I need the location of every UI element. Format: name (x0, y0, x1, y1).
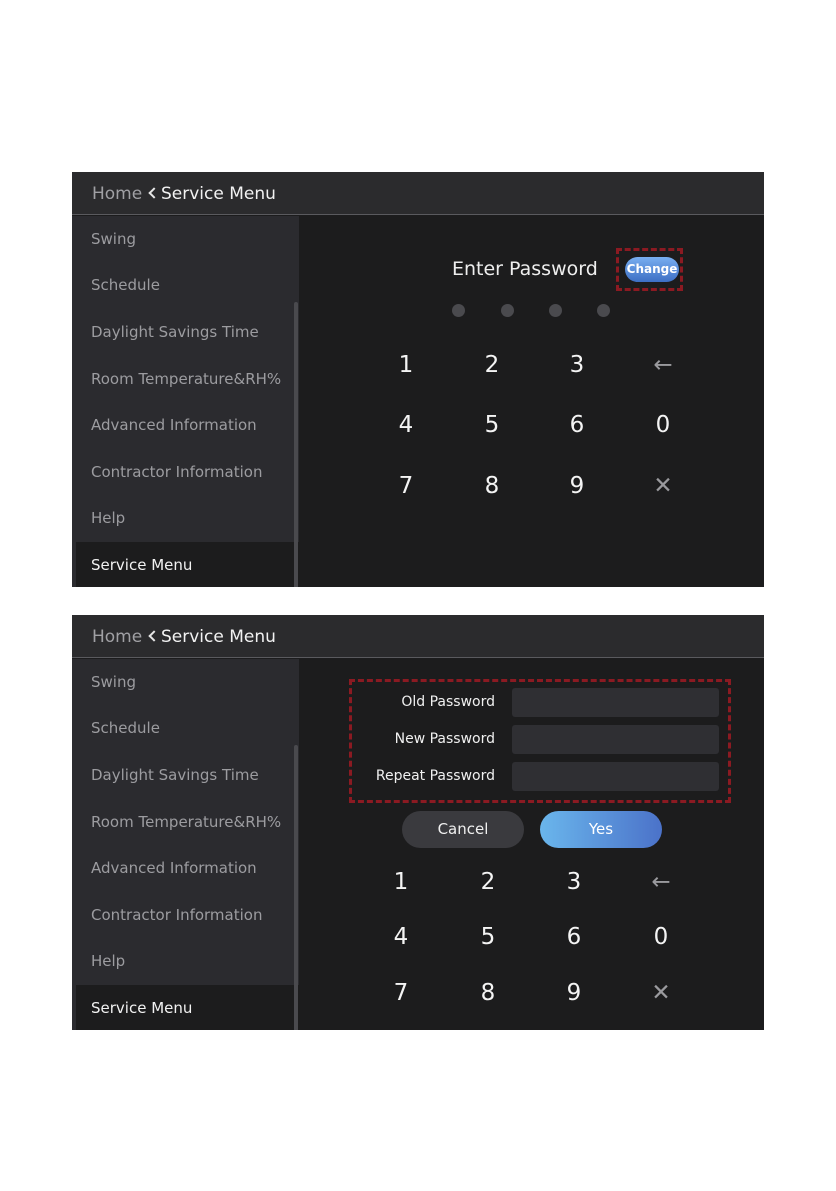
key-7[interactable]: 7 (398, 473, 414, 499)
sidebar-item-schedule[interactable]: Schedule (91, 719, 160, 737)
key-1[interactable]: 1 (398, 352, 414, 378)
sidebar-item-room-temperature[interactable]: Room Temperature&RH% (91, 370, 282, 388)
clear-x-icon[interactable]: ✕ (653, 473, 673, 499)
pin-dot (452, 304, 465, 317)
old-password-label: Old Password (401, 694, 495, 710)
new-password-label: New Password (394, 731, 495, 747)
sidebar-item-swing[interactable]: Swing (91, 673, 136, 691)
sidebar-item-contractor-information[interactable]: Contractor Information (91, 463, 263, 481)
header-bar (72, 615, 764, 658)
key-6[interactable]: 6 (569, 412, 585, 438)
sidebar-item-room-temperature[interactable]: Room Temperature&RH% (91, 813, 282, 831)
backspace-arrow-icon[interactable]: ← (651, 869, 671, 895)
backspace-arrow-icon[interactable]: ← (653, 352, 673, 378)
key-8[interactable]: 8 (484, 473, 500, 499)
sidebar-item-daylight-savings[interactable]: Daylight Savings Time (91, 766, 259, 784)
sidebar-item-daylight-savings[interactable]: Daylight Savings Time (91, 323, 259, 341)
repeat-password-label: Repeat Password (375, 768, 495, 784)
old-password-field[interactable] (512, 688, 719, 717)
key-3[interactable]: 3 (569, 352, 585, 378)
sidebar-scrollbar[interactable] (294, 302, 298, 587)
sidebar-item-advanced-information[interactable]: Advanced Information (91, 859, 257, 877)
enter-password-title: Enter Password (452, 258, 598, 280)
breadcrumb: Service Menu (161, 627, 276, 647)
key-3[interactable]: 3 (566, 869, 582, 895)
sidebar-item-service-menu[interactable]: Service Menu (76, 542, 299, 587)
chevron-left-icon (148, 630, 159, 641)
sidebar-item-schedule[interactable]: Schedule (91, 276, 160, 294)
chevron-left-icon (148, 187, 159, 198)
key-8[interactable]: 8 (480, 980, 496, 1006)
home-link[interactable]: Home (92, 627, 143, 647)
password-screen (72, 172, 764, 587)
breadcrumb: Service Menu (161, 184, 276, 204)
key-2[interactable]: 2 (484, 352, 500, 378)
pin-dot (549, 304, 562, 317)
sidebar-scrollbar[interactable] (294, 745, 298, 1030)
key-5[interactable]: 5 (484, 412, 500, 438)
key-6[interactable]: 6 (566, 924, 582, 950)
key-9[interactable]: 9 (569, 473, 585, 499)
key-7[interactable]: 7 (393, 980, 409, 1006)
key-0[interactable]: 0 (653, 924, 669, 950)
sidebar-item-service-menu[interactable]: Service Menu (76, 985, 299, 1030)
sidebar (72, 659, 299, 1030)
cancel-button[interactable]: Cancel (402, 811, 524, 848)
key-5[interactable]: 5 (480, 924, 496, 950)
new-password-field[interactable] (512, 725, 719, 754)
key-9[interactable]: 9 (566, 980, 582, 1006)
key-1[interactable]: 1 (393, 869, 409, 895)
pin-dot (597, 304, 610, 317)
repeat-password-field[interactable] (512, 762, 719, 791)
password-panel (299, 216, 764, 587)
sidebar-item-swing[interactable]: Swing (91, 230, 136, 248)
yes-button[interactable]: Yes (540, 811, 662, 848)
sidebar (72, 216, 299, 587)
key-2[interactable]: 2 (480, 869, 496, 895)
home-link[interactable]: Home (92, 184, 143, 204)
key-4[interactable]: 4 (398, 412, 414, 438)
sidebar-item-advanced-information[interactable]: Advanced Information (91, 416, 257, 434)
header-bar (72, 172, 764, 215)
sidebar-item-help[interactable]: Help (91, 509, 126, 527)
sidebar-item-contractor-information[interactable]: Contractor Information (91, 906, 263, 924)
pin-dot (501, 304, 514, 317)
change-password-screen (72, 615, 764, 1030)
change-password-button[interactable]: Change (625, 257, 679, 282)
key-4[interactable]: 4 (393, 924, 409, 950)
change-password-panel (299, 659, 764, 1030)
key-0[interactable]: 0 (655, 412, 671, 438)
clear-x-icon[interactable]: ✕ (651, 980, 671, 1006)
sidebar-item-help[interactable]: Help (91, 952, 126, 970)
